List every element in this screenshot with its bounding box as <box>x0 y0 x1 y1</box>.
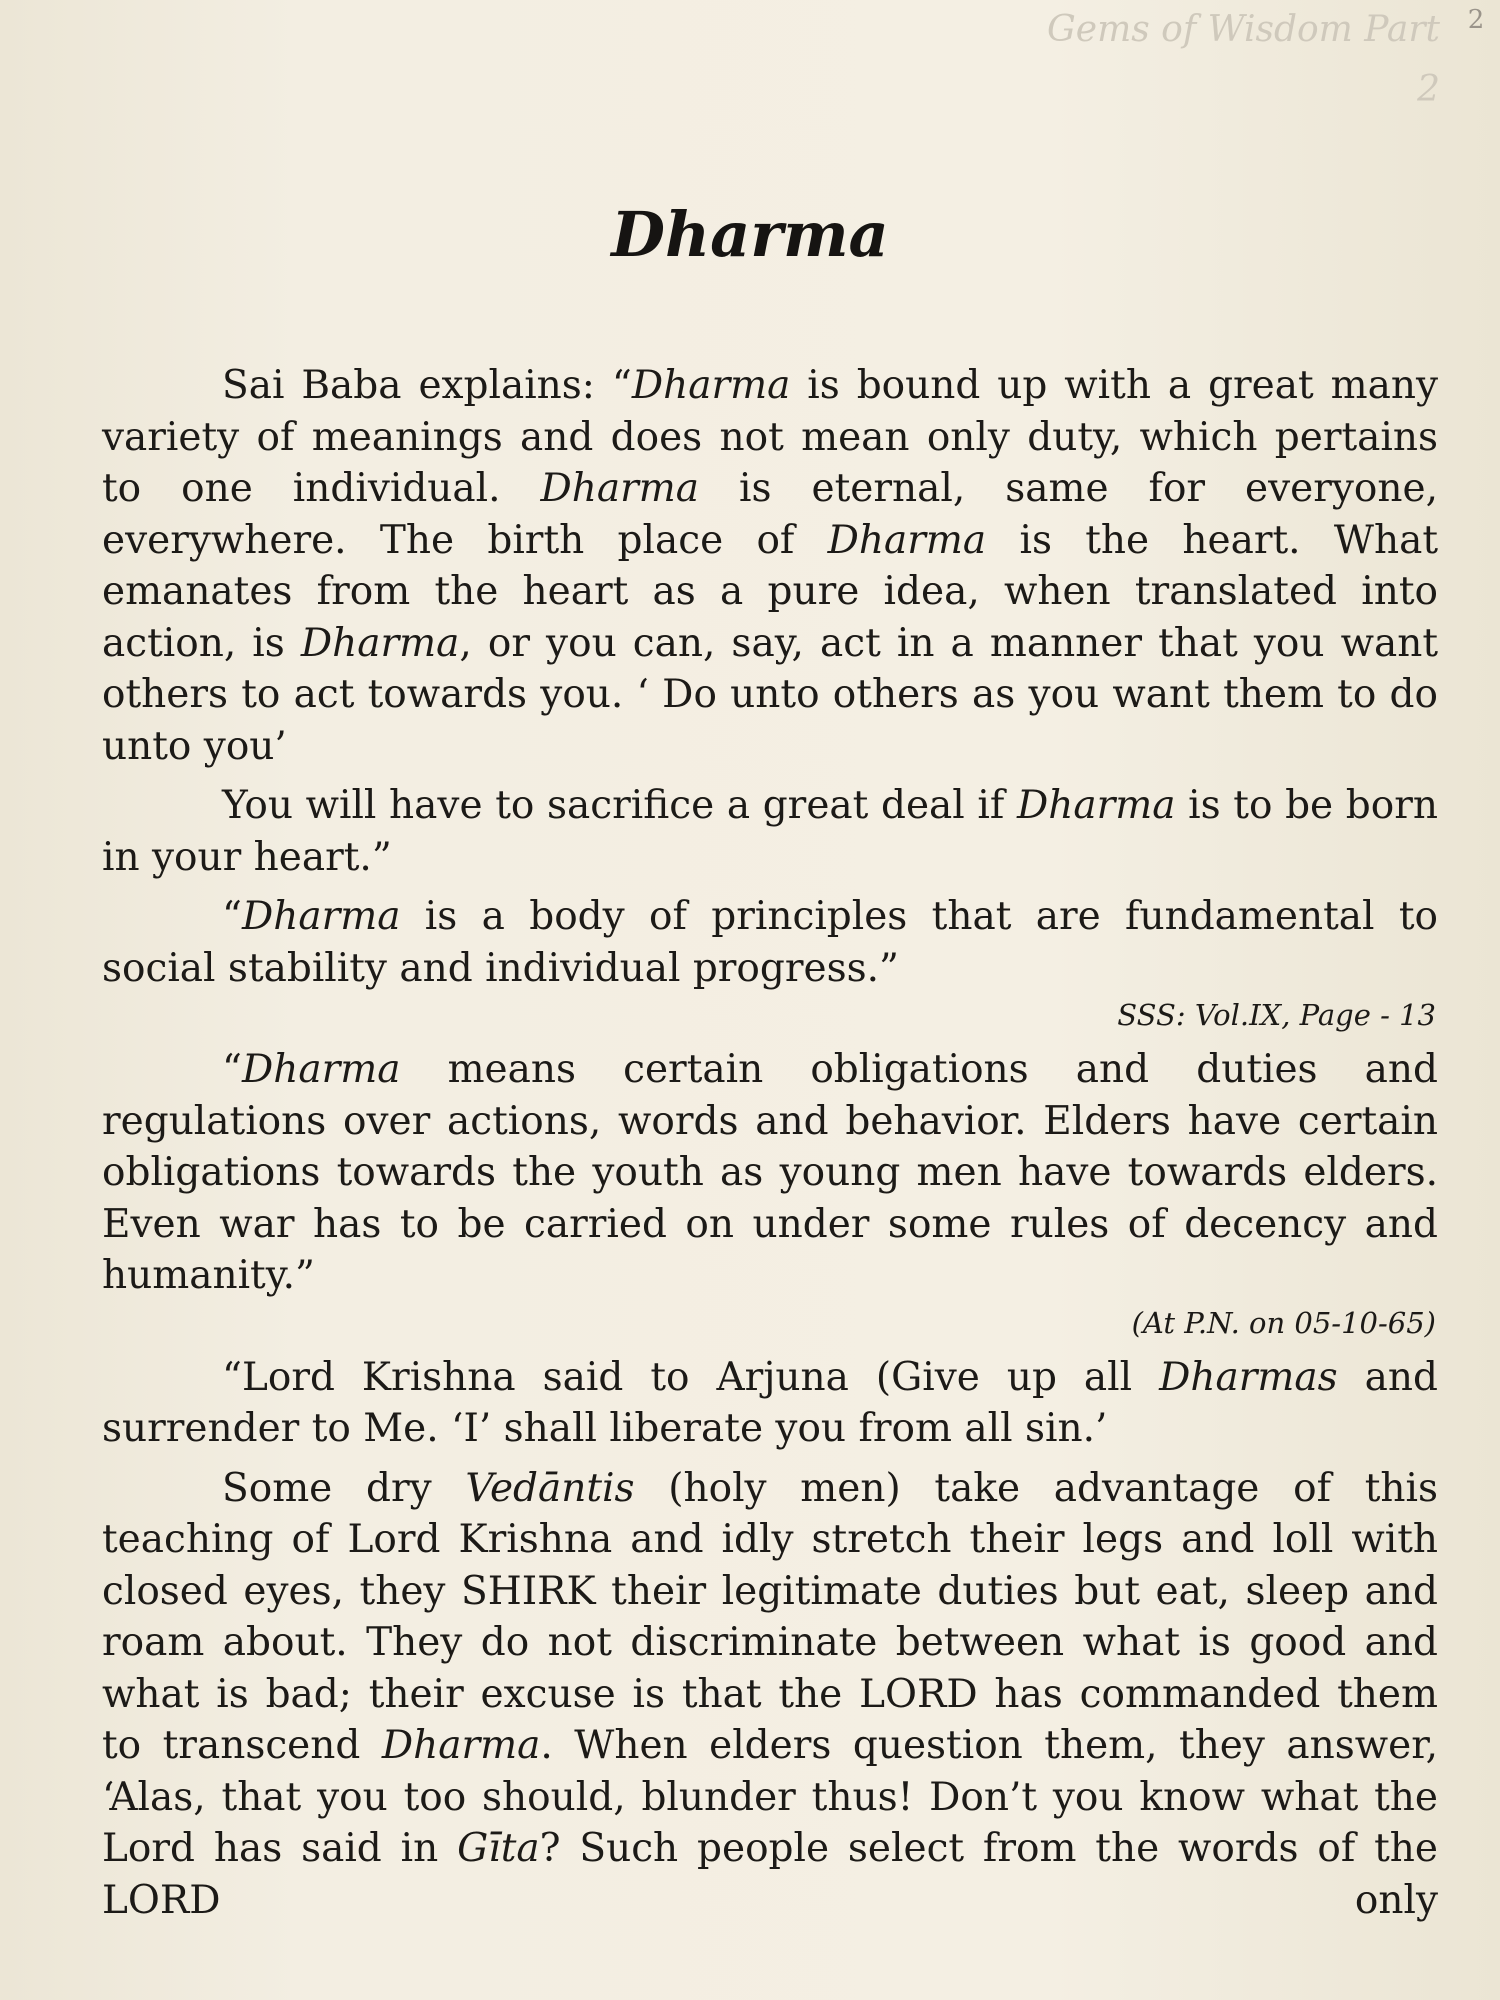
citation-2: (At P.N. on 05-10-65) <box>1131 1305 1436 1340</box>
italic-term: Dharma <box>241 1047 401 1092</box>
italic-term: Gīta <box>457 1826 540 1871</box>
page-mark: 2 <box>1467 5 1485 35</box>
italic-term: Dharma <box>1016 783 1176 828</box>
paragraph-3: “Dharma is a body of principles that are fundamental to social stability and individual progress.” <box>102 894 1438 991</box>
italic-term: Dharma <box>827 517 987 563</box>
italic-term: Dharma <box>381 1723 541 1768</box>
italic-term: Dharma <box>300 620 460 666</box>
italic-term: Dharma <box>540 466 700 511</box>
paragraph-4: “Dharma means certain obligations and duties and regulations over actions, words and behavior. Elders have certain obligations towards the youth as young men have towards elders. Even war has to be carried on under some rules of decency and humanity.” <box>102 1047 1438 1298</box>
italic-term: Vedāntis <box>465 1465 635 1511</box>
bleed-through-header: Gems of Wisdom Part 2 <box>1047 9 1440 110</box>
chapter-body <box>102 360 1438 1926</box>
paragraph-5: “Lord Krishna said to Arjuna (Give up all Dharmas and surrender to Me. ‘I’ shall liberate you from all sin.’ <box>102 1354 1438 1451</box>
paragraph-1: Sai Baba explains: “Dharma is bound up with a great many variety of meanings and does not mean only duty, which pertains to one individual. Dharma is eternal, same for everyone, everywhere. The birth place of Dharma is the heart. What emanates from the heart as a pure idea, when translated into action, is Dharma, or you can, say, act in a manner that you want others to act towards you. ‘ Do unto others as you want them to do unto you’ <box>102 363 1439 769</box>
paragraph-2: You will have to sacrifice a great deal if Dharma is to be born in your heart.” <box>102 783 1438 880</box>
italic-term: Dharmas <box>1159 1354 1338 1400</box>
italic-term: Dharma <box>241 894 401 939</box>
italic-term: Dharma <box>631 363 791 408</box>
chapter-title: Dharma <box>611 198 889 271</box>
paragraph-6: Some dry Vedāntis (holy men) take advantage of this teaching of Lord Krishna and idly stretch their legs and loll with closed eyes, they SHIRK their legitimate duties but eat, sleep and roam about. They do not discriminate between what is good and what is bad; their excuse is that the LORD has commanded them to transcend Dharma. When elders question them, they answer, ‘Alas, that you too should, blunder thus! Don’t you know what the Lord has said in Gīta? Such people select from the words of the LORD only <box>102 1465 1439 1923</box>
citation-1: SSS: Vol.IX, Page - 13 <box>1117 998 1436 1032</box>
